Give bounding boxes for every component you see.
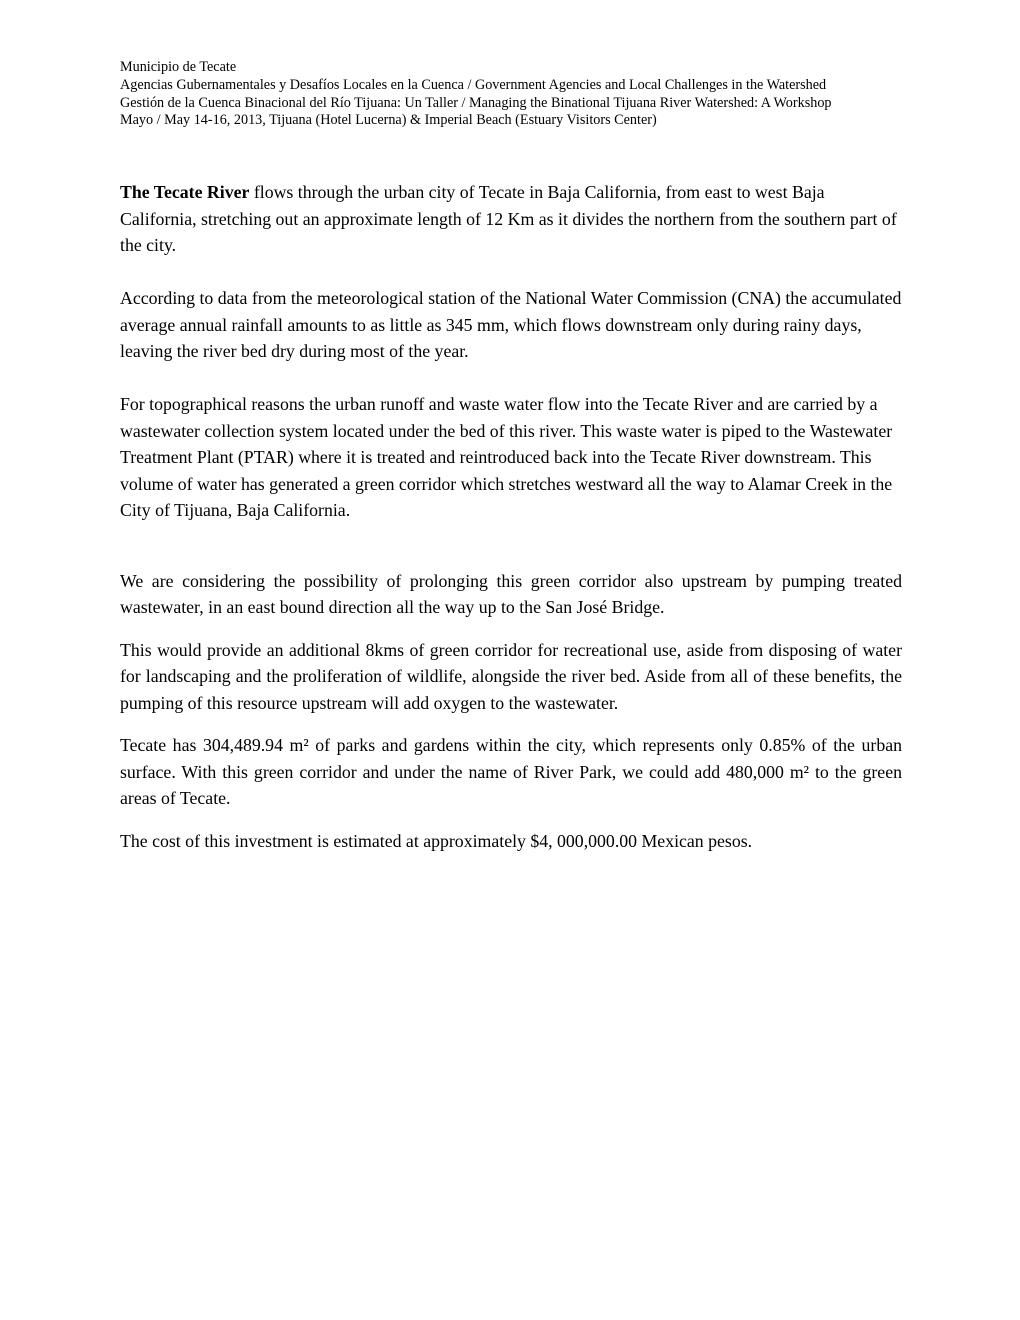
header-municipality: Municipio de Tecate bbox=[120, 59, 237, 75]
document-header bbox=[120, 59, 910, 130]
tecate-river-heading: The Tecate River bbox=[120, 182, 250, 202]
paragraph-parks-area: Tecate has 304,489.94 m² of parks and gardens within the city, which represents only 0.85% of the urban surface. With this green corridor and under the name of River Park, we could add 480,000 m² to the green areas of Tecate. bbox=[120, 735, 902, 808]
paragraph-green-corridor-proposal: We are considering the possibility of prolonging this green corridor also upstream by pumping treated wastewater, in an east bound direction all the way up to the San José Bridge. bbox=[120, 570, 902, 617]
header-workshop-title: Gestión de la Cuenca Binacional del Río Tijuana: Un Taller / Managing the Binational Tijuana River Watershed: A Workshop bbox=[120, 94, 832, 111]
header-agencies: Agencias Gubernamentales y Desafíos Locales en la Cuenca / Government Agencies and Local Challenges in the Watershed bbox=[120, 76, 827, 93]
paragraph-cost: The cost of this investment is estimated at approximately $4, 000,000.00 Mexican pesos. bbox=[120, 830, 753, 851]
paragraph-wastewater: For topographical reasons the urban runoff and waste water flow into the Tecate River and are carried by a wastewater collection system located under the bed of this river. This waste water is piped to the Wastewater Treatment Plant (PTAR) where it is treated and reintroduced back into the Tecate River downstream. This volume of water has generated a green corridor which stretches westward all the way to Alamar Creek in the City of Tijuana, Baja California. bbox=[120, 394, 893, 520]
paragraph-tecate-river-text: flows through the urban city of Tecate in Baja California, from east to west Baja California, stretching out an approximate length of 12 Km as it divides the northern from the southern part of the city. bbox=[120, 182, 897, 255]
paragraph-rainfall: According to data from the meteorological station of the National Water Commission (CNA) the accumulated average annual rainfall amounts to as little as 345 mm, which flows downstream only during rainy days, leaving the river bed dry during most of the year. bbox=[120, 288, 902, 361]
document-body bbox=[120, 179, 902, 854]
paragraph-benefits: This would provide an additional 8kms of green corridor for recreational use, aside from disposing of water for landscaping and the proliferation of wildlife, alongside the river bed. Aside from all of these benefits, the pumping of this resource upstream will add oxygen to the wastewater. bbox=[120, 639, 902, 713]
paragraph-tecate-river bbox=[120, 179, 902, 259]
header-date-location: Mayo / May 14-16, 2013, Tijuana (Hotel Lucerna) & Imperial Beach (Estuary Visitors Center) bbox=[120, 112, 657, 129]
